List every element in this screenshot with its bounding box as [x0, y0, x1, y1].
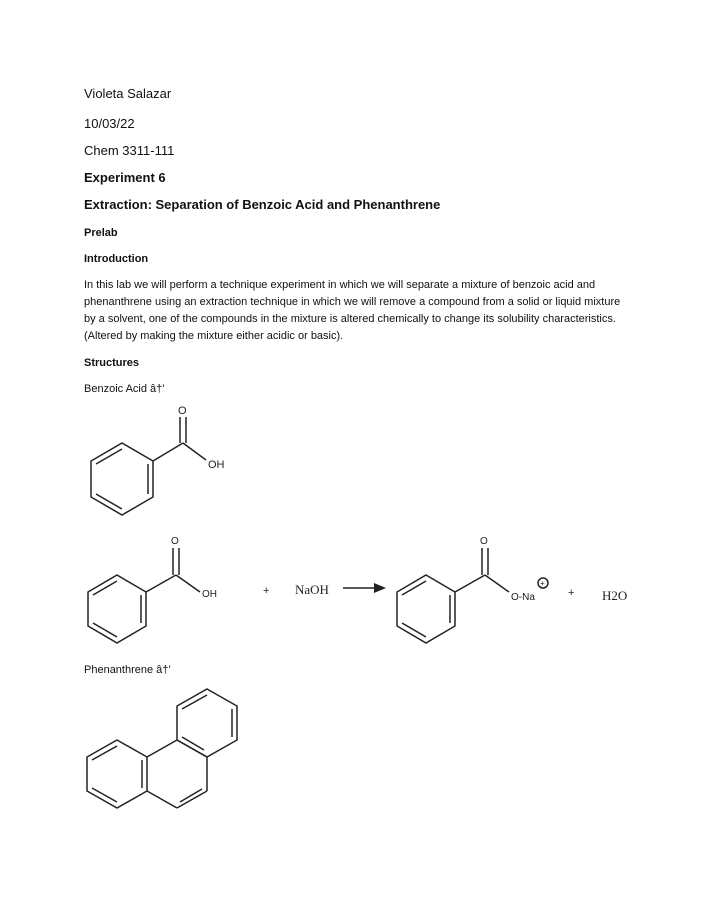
plus-sign-1: + [263, 585, 270, 597]
document-title: Extraction: Separation of Benzoic Acid and Phenanthrene [84, 197, 441, 212]
positive-charge: + [540, 579, 545, 588]
introduction-paragraph: In this lab we will perform a technique experiment in which we will separate a mixture of benzoic acid and phenanthrene using an extraction technique in which we will remove a compound from a solid or liquid mixture by a solvent, one of the compounds in the mixture is altered chemically to change its solubility characteristics. (Altered by making the mixture either acidic or basic). [84, 279, 621, 342]
svg-text:O: O [178, 405, 187, 417]
phenanthrene-label: Phenanthrene â†’ [84, 664, 171, 676]
introduction-heading: Introduction [84, 253, 149, 265]
svg-text:O: O [480, 536, 488, 547]
naoh-reagent: NaOH [295, 582, 329, 597]
benzoic-acid-label: Benzoic Acid â†’ [84, 383, 165, 395]
sodium-salt-label: O-Na [511, 592, 535, 603]
phenanthrene-structure [80, 680, 260, 810]
svg-text:O: O [171, 536, 179, 547]
structures-heading: Structures [84, 357, 140, 369]
date: 10/03/22 [84, 116, 135, 131]
reactant-oh-label: OH [202, 589, 217, 600]
benzoic-acid-structure [80, 400, 260, 520]
water-byproduct: H2O [602, 588, 628, 603]
experiment-number: Experiment 6 [84, 170, 166, 185]
plus-sign-2: + [568, 587, 575, 599]
author-name: Violeta Salazar [84, 86, 172, 101]
course-code: Chem 3311-111 [84, 143, 175, 158]
oh-label: OH [208, 459, 225, 471]
prelab-heading: Prelab [84, 227, 118, 239]
reaction-scheme [80, 530, 640, 650]
